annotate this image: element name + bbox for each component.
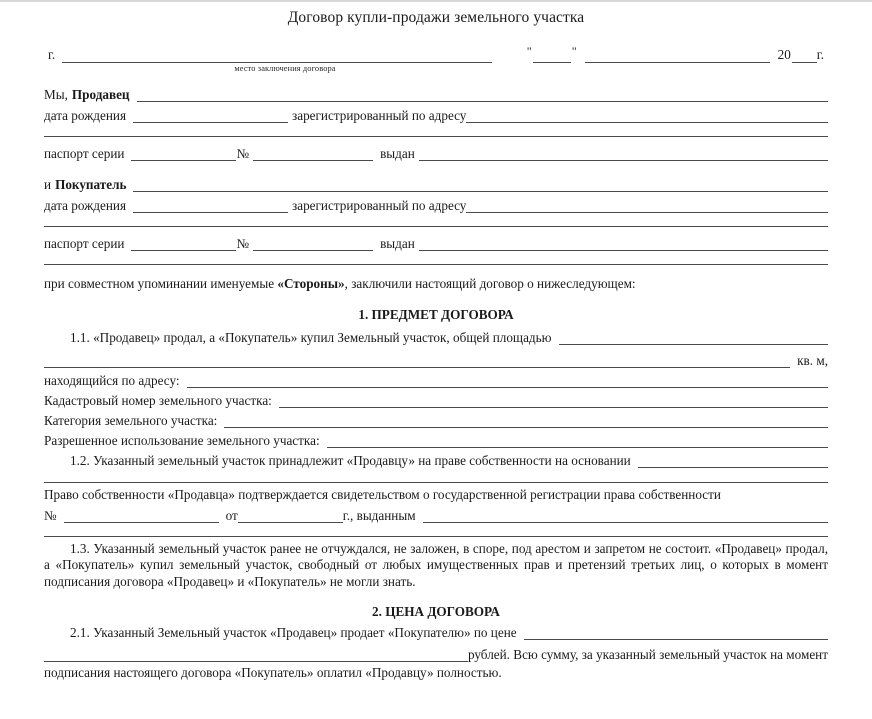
clause-2-1-continuation-row [44, 647, 828, 662]
seller-address-continuation-row [44, 136, 828, 137]
seller-address-continuation-line[interactable] [44, 136, 828, 137]
city-field-group [48, 47, 468, 63]
buyer-passport-series-input-line[interactable] [131, 237, 236, 251]
clause-1-1-continuation-row [44, 353, 828, 368]
parcel-address-input-line[interactable] [187, 374, 828, 388]
city-caption: место заключения договора [234, 64, 336, 73]
section-2-heading: 2. ЦЕНА ДОГОВОРА [372, 604, 500, 619]
seller-name-row [44, 87, 828, 102]
certificate-details-row [44, 508, 828, 523]
page-top-rule [0, 0, 872, 2]
certificate-number-sign: № [44, 507, 57, 523]
clause-2-1-text-part1: 2.1. Указанный Земельный участок «Продавец» продает «Покупателю» по цене [70, 625, 517, 640]
buyer-passport-label: паспорт серии [44, 236, 125, 251]
cadastral-number-row [44, 393, 828, 408]
ownership-basis-input-line-2[interactable] [44, 482, 828, 483]
price-input-line-1[interactable] [524, 626, 828, 640]
section-1-heading: 1. ПРЕДМЕТ ДОГОВОРА [358, 307, 514, 322]
certificate-date-input-line[interactable] [238, 509, 343, 523]
buyer-birth-input-line[interactable] [133, 199, 288, 213]
permitted-use-label: Разрешенное использование земельного участка: [44, 433, 320, 448]
buyer-address-input-line[interactable] [466, 199, 828, 213]
joint-statement-post: , заключили настоящий договор о нижеследующем: [344, 276, 636, 291]
seller-block [44, 87, 828, 161]
city-input-line[interactable] [62, 48, 492, 63]
parties-closing-rule-row [44, 264, 828, 265]
day-input-line[interactable] [533, 49, 571, 63]
clause-1-3-top-rule-row [44, 536, 828, 537]
buyer-passport-row [44, 236, 828, 251]
certificate-from-label: от [225, 507, 238, 523]
cadastral-number-input-line[interactable] [279, 394, 828, 408]
parcel-address-label: находящийся по адресу: [44, 373, 180, 388]
quote-open-mark: " [526, 44, 532, 58]
buyer-passport-number-input-line[interactable] [253, 237, 373, 251]
seller-birth-input-line[interactable] [133, 109, 288, 123]
buyer-address-continuation-line[interactable] [44, 226, 828, 227]
permitted-use-input-line[interactable] [327, 434, 828, 448]
seller-registered-label: зарегистрированный по адресу [292, 108, 467, 123]
parties-closing-line[interactable] [44, 264, 828, 265]
page-title: Договор купли-продажи земельного участка [287, 9, 585, 26]
buyer-intro-label: и [44, 177, 52, 192]
seller-intro-label: Мы, [44, 87, 68, 102]
buyer-issued-by-input-line[interactable] [419, 237, 828, 251]
seller-passport-series-input-line[interactable] [131, 147, 236, 161]
buyer-block [44, 177, 828, 251]
city-prefix-label: г. [48, 47, 56, 62]
certificate-year-label: г., выданным [342, 507, 416, 523]
seller-name-input-line[interactable] [137, 88, 828, 102]
buyer-birth-label: дата рождения [44, 198, 127, 213]
clause-2-1-text-part2: рублей. Всю сумму, за указанный земельный участок на момент [467, 647, 828, 662]
permitted-use-row [44, 433, 828, 448]
ownership-basis-input-line-1[interactable] [638, 454, 828, 468]
seller-address-input-line[interactable] [466, 109, 828, 123]
area-input-line-2[interactable] [44, 354, 790, 368]
clause-2-1-text-part3: подписания настоящего договора «Покупатель» оплатил «Продавцу» полностью. [44, 665, 502, 680]
ownership-basis-continuation-row [44, 482, 828, 483]
year-prefix-label: 20 [777, 47, 791, 62]
clause-2-1-row [44, 625, 828, 640]
land-category-input-line[interactable] [224, 414, 828, 428]
buyer-role-label: Покупатель [55, 177, 127, 192]
parcel-details-group [44, 373, 828, 448]
seller-passport-label: паспорт серии [44, 146, 125, 161]
joint-statement-pre: при совместном упоминании именуемые [44, 276, 278, 291]
certificate-issuer-input-line[interactable] [423, 509, 828, 523]
seller-issued-by-input-line[interactable] [419, 147, 828, 161]
seller-birth-label: дата рождения [44, 108, 127, 123]
clause-1-3-top-rule[interactable] [44, 536, 828, 537]
clause-1-2-row [44, 453, 828, 468]
seller-passport-number-input-line[interactable] [253, 147, 373, 161]
land-category-label: Категория земельного участка: [44, 413, 218, 428]
month-input-line[interactable] [585, 49, 770, 63]
year-input-line[interactable] [792, 49, 817, 63]
seller-passport-row [44, 146, 828, 161]
clause-1-1-text: 1.1. «Продавец» продал, а «Покупатель» купил Земельный участок, общей площадью [70, 330, 552, 345]
clause-1-1-row [44, 330, 828, 345]
seller-birth-row [44, 108, 828, 123]
quote-close-mark: " [571, 44, 577, 58]
joint-statement-parties-term: «Стороны» [277, 276, 345, 291]
buyer-registered-label: зарегистрированный по адресу [292, 198, 467, 213]
area-input-line-1[interactable] [559, 331, 828, 345]
certificate-statement: Право собственности «Продавца» подтверждается свидетельством о государственной регистрации права собственности [44, 487, 721, 502]
seller-issued-label: выдан [380, 146, 415, 161]
buyer-name-input-line[interactable] [133, 178, 828, 192]
date-field-group [526, 44, 824, 63]
parcel-address-row [44, 373, 828, 388]
area-unit-label: кв. м, [797, 353, 828, 368]
buyer-birth-row [44, 198, 828, 213]
certificate-number-input-line[interactable] [64, 509, 219, 523]
clause-1-3-text: 1.3. Указанный земельный участок ранее не отчуждался, не заложен, в споре, под арестом и запретом не состоит. «Продавец» продал, а «Покупатель» купил земельный участок, свободный от любых имущественных прав и претензий третьих лиц, о которых в момент подписания договора «Продавец» и «Покупатель» не могли знать. [44, 540, 828, 589]
seller-passport-number-sign: № [236, 146, 250, 161]
land-category-row [44, 413, 828, 428]
contract-header [44, 44, 828, 81]
joint-statement [44, 276, 828, 291]
buyer-passport-number-sign: № [236, 236, 250, 251]
buyer-name-row [44, 177, 828, 192]
cadastral-number-label: Кадастровый номер земельного участка: [44, 393, 272, 408]
seller-role-label: Продавец [71, 87, 130, 102]
year-suffix-label: г. [816, 47, 824, 62]
buyer-issued-label: выдан [380, 236, 415, 251]
price-input-line-2[interactable] [44, 648, 468, 662]
buyer-address-continuation-row [44, 226, 828, 227]
clause-1-2-text: 1.2. Указанный земельный участок принадлежит «Продавцу» на праве собственности на основании [70, 453, 631, 468]
